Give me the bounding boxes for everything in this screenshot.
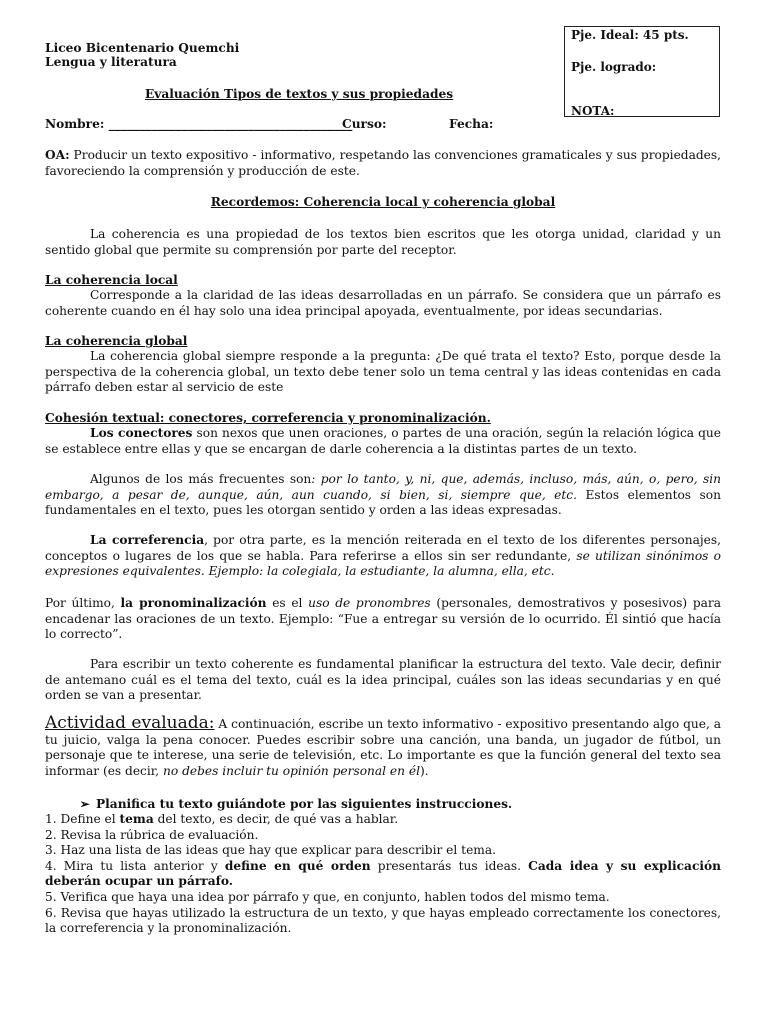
local-paragraph: Corresponde a la claridad de las ideas desarrolladas en un párrafo. Se considera que un párrafo es coherente cuando en él hay solo una idea principal apoyada, eventualmente, por ideas secundarias. — [45, 288, 721, 318]
actividad-end: ). — [419, 763, 429, 778]
step-4-pre: 4. Mira tu lista anterior y — [45, 858, 225, 873]
intro-paragraph: La coherencia es una propiedad de los textos bien escritos que les otorga unidad, claridad y un sentido global que permite su comprensión por parte del receptor. — [45, 227, 721, 257]
pronominalizacion-term: la pronominalización — [120, 596, 267, 610]
actividad-paragraph — [45, 713, 722, 779]
actividad-italic: no debes incluir tu opinión personal en él — [163, 763, 420, 778]
cohesion-title: Cohesión textual: conectores, correferencia y pronominalización. — [45, 411, 491, 425]
score-nota: NOTA: — [571, 104, 615, 118]
conectores-paragraph — [45, 426, 721, 457]
global-title: La coherencia global — [45, 334, 188, 348]
step-1-pre: 1. Define el — [45, 812, 120, 826]
list-item: 2. Revisa la rúbrica de evaluación. — [45, 827, 259, 842]
pronominalizacion-paragraph — [45, 596, 721, 643]
page-title: Evaluación Tipos de textos y sus propiedades — [145, 87, 454, 101]
arrow-bullet-icon: ➢ — [79, 797, 90, 811]
correferencia-term: La correferencia — [90, 533, 205, 547]
frecuentes-paragraph — [45, 472, 721, 519]
step-1-bold: tema — [119, 812, 154, 826]
global-paragraph: La coherencia global siempre responde a la pregunta: ¿De qué trata el texto? Esto, porque desde la perspectiva de la coherencia global, un texto debe tener solo un tema central y las ideas contenidas en cada párrafo deben estar al servicio de este — [45, 349, 721, 395]
frecuentes-pre: Algunos de los más frecuentes son — [90, 472, 312, 486]
instrucciones-heading — [45, 797, 721, 813]
step-4-mid: presentarás tus ideas. — [370, 858, 529, 873]
correferencia-paragraph — [45, 533, 721, 580]
pron-text: (personales, demostrativos y posesivos) para encadenar las oraciones de un texto. Ejemplo: “Fue a entregar su versión de lo ocurrido. Él sintió que hacía lo correcto”. — [45, 596, 722, 642]
actividad-title: Actividad evaluada: — [45, 713, 215, 733]
instrucciones-list — [45, 812, 721, 937]
step-1-post: del texto, es decir, de qué vas a hablar. — [153, 812, 399, 826]
curso-field[interactable]: Curso: — [342, 117, 387, 131]
local-title: La coherencia local — [45, 273, 178, 287]
actividad-text: A continuación, escribe un texto informativo - expositivo presentando algo que, a tu juicio, valga la pena conocer. Puedes escribir sobre una canción, una banda, un jugador de fútbol, un personaje que te interese, una serie de televisión, etc. Lo importante es que la función general del texto sea informar (es decir, — [45, 717, 722, 778]
step-4-bold: define en qué orden — [224, 858, 371, 873]
list-item — [45, 859, 721, 890]
oa-text: Producir un texto expositivo - informativo, respetando las convenciones gramaticales y sus propiedades, favoreciendo la comprensión y producción de este. — [45, 148, 721, 178]
oa-paragraph — [45, 148, 721, 179]
pron-mid: es el — [266, 596, 309, 610]
school-name: Liceo Bicentenario Quemchi — [45, 41, 240, 55]
list-item: 3. Haz una lista de las ideas que hay que explicar para describir el tema. — [45, 843, 496, 858]
list-item — [45, 812, 721, 828]
instrucciones-title: Planifica tu texto guiándote por las siguientes instrucciones. — [96, 797, 513, 811]
frecuentes-post: Estos elementos son fundamentales en el texto, pues les otorgan sentido y orden a las ideas expresadas. — [45, 487, 721, 518]
score-ideal: Pje. Ideal: 45 pts. — [571, 28, 689, 42]
planificar-paragraph: Para escribir un texto coherente es fundamental planificar la estructura del texto. Vale decir, definir de antemano cuál es el tema del texto, cuál es la idea principal, cuáles son las ideas secundarias y en qué orden se van a presentar. — [45, 657, 721, 703]
score-box — [564, 26, 720, 117]
section-title-recordemos: Recordemos: Coherencia local y coherencia global — [210, 195, 556, 209]
pron-italic: uso de pronombres — [308, 596, 431, 610]
list-item: 6. Revisa que hayas utilizado la estructura de un texto, y que hayas empleado correctamente los conectores, la correferencia y la pronominalización. — [45, 905, 721, 936]
correferencia-example: se utilizan sinónimos o expresiones equivalentes. Ejemplo: la colegiala, la estudiante, la alumna, ella, etc. — [45, 548, 721, 579]
conectores-text: son nexos que unen oraciones, o partes de una oración, según la relación lógica que se establece entre ellas y que se encargan de darle coherencia a la distintas partes de un texto. — [45, 426, 721, 456]
correferencia-text: , por otra parte, es la mención reiterada en el texto de los diferentes personajes, conceptos o lugares de los que se habla. Para referirse a ellos sin ser redundante, — [45, 533, 721, 563]
frecuentes-list: : por lo tanto, y, ni, que, además, incluso, más, aún, o, pero, sin embargo, a pesar de, aunque, aún, aun cuando, si bien, si, siempre que, etc. — [45, 472, 721, 502]
step-4-bold2: Cada idea y su explicación deberán ocupar un párrafo. — [45, 858, 721, 889]
pron-pre: Por último, — [45, 596, 121, 610]
list-item: 5. Verifica que haya una idea por párrafo y que, en conjunto, hablen todos del mismo tema. — [45, 889, 610, 904]
fecha-field[interactable]: Fecha: — [449, 117, 494, 131]
score-logrado: Pje. logrado: — [571, 60, 657, 74]
conectores-term: Los conectores — [90, 426, 193, 440]
subject-name: Lengua y literatura — [45, 55, 177, 69]
nombre-field[interactable]: Nombre: ________________________________________ — [45, 117, 353, 131]
oa-label: OA: — [45, 148, 70, 162]
